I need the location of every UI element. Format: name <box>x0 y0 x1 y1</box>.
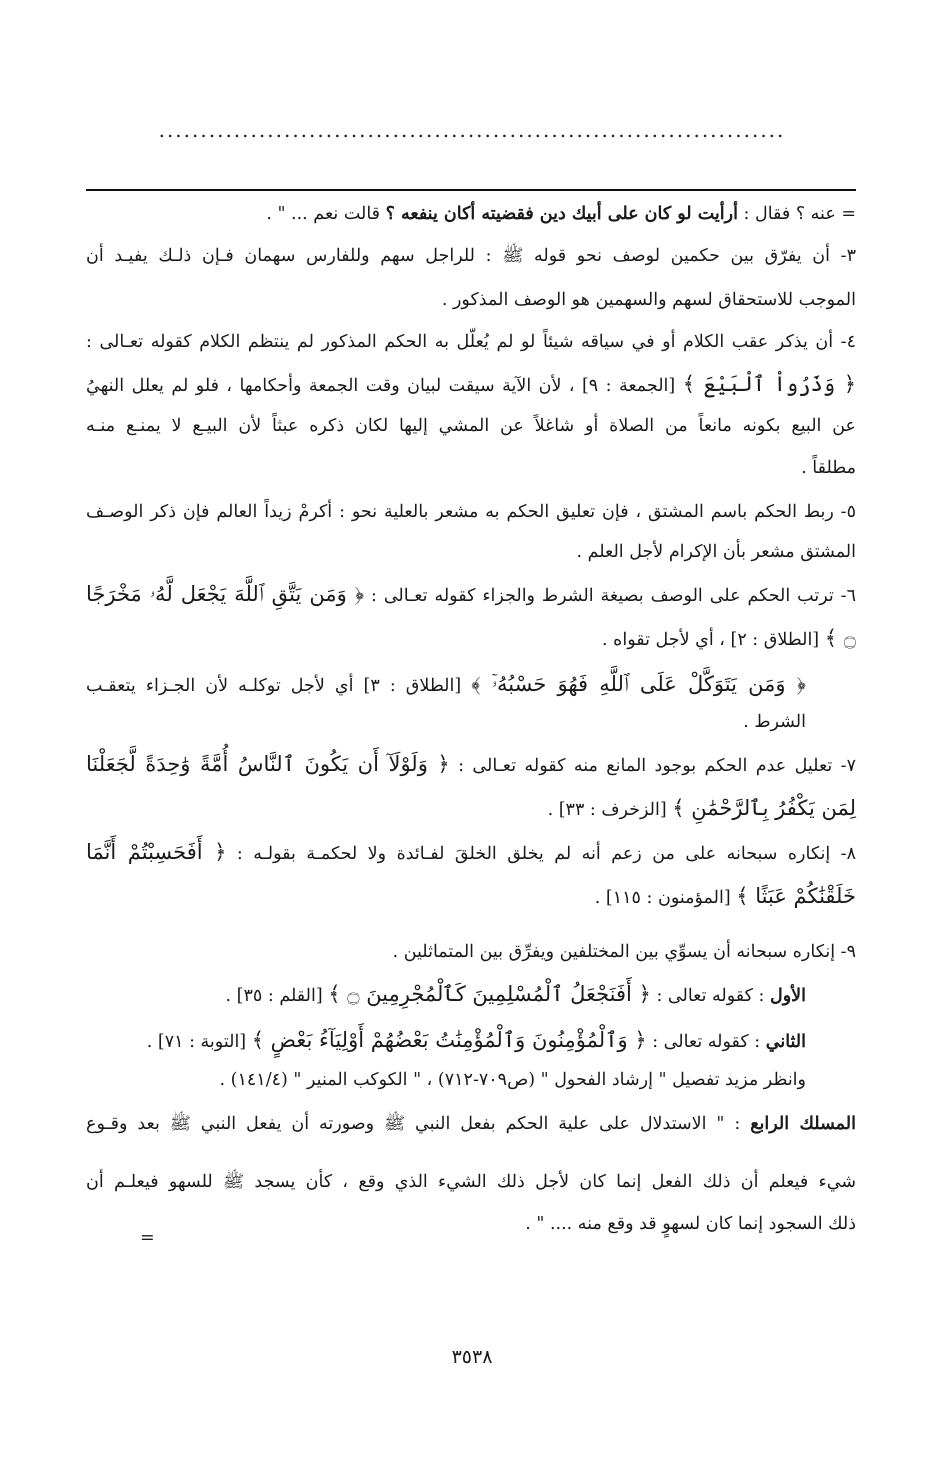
continuation-mark: = <box>140 1228 155 1248</box>
text-run: : كقوله تعالى : <box>650 986 770 1006</box>
text-run: الموجب للاستحقاق لسهم والسهمين هو الوصف المذكور . <box>441 290 856 310</box>
text-line <box>86 624 856 654</box>
text-run: ٦- ترتب الحكم على الوصف بصيغة الشرط والجزاء كقوله تعـالى : <box>364 586 856 606</box>
text-line <box>86 1026 806 1056</box>
text-run: : كقوله تعالى : <box>646 1032 766 1052</box>
text-run: ٩- إنكاره سبحانه أن يسوِّي بين المختلفين ويفرِّق بين المتماثلين . <box>392 942 856 962</box>
quran-verse: ﴿ أَفَحَسِبْتُمْ أَنَّمَا <box>86 840 227 864</box>
text-line <box>86 454 856 482</box>
text-line <box>86 580 856 610</box>
text-run: ٤- أن يذكر عقب الكلام أو في سياقه شيئاً لو لم يُعلّل به الحكم المذكور لم ينتظم الكلام كقوله تعـالى : <box>86 332 856 352</box>
quran-verse: ﴿ وَٱلْمُؤْمِنُونَ وَٱلْمُؤْمِنَٰتُ بَعْضُهُمْ أَوْلِيَآءُ بَعْضٍ ﴾ <box>251 1028 647 1052</box>
text-run: [التوبة : ٧١] . <box>146 1032 252 1052</box>
bold-text: المسلك الرابع <box>750 1114 856 1134</box>
bold-text: الثاني <box>765 1032 806 1052</box>
dotted-separator: ........................................................................... <box>158 118 786 142</box>
text-run: [الطلاق : ٢] ، أي لأجل تقواه . <box>602 630 825 650</box>
text-run: ٥- ربط الحكم باسم المشتق ، فإن تعليق الحكم به مشعر بالعلية نحو : أكرمْ زيداً العالم فإن ذكر الوصـف <box>86 502 856 522</box>
text-line <box>86 286 856 314</box>
text-run: وانظر مزيد تفصيل " إرشاد الفحول " (ص٧٠٩-٧١٢) ، " الكوكب المنير " (١٤١/٤) . <box>219 1070 806 1090</box>
text-line <box>86 370 856 400</box>
text-run: الشرط . <box>743 712 806 732</box>
text-line <box>86 794 856 824</box>
text-run: [الجمعة : ٩] ، لأن الآية سيقت لبيان وقت الجمعة وأحكامها ، فلو لم يعلل النهيُ <box>86 376 683 396</box>
text-run: قالت نعم ... " . <box>266 204 386 224</box>
quran-verse: ﴿ وَذَرُواْ ٱلْبَيْعَ ﴾ <box>682 372 856 396</box>
text-run: شيء فيعلم أن ذلك الفعل إنما كان لأجل ذلك الشيء الذي وقع ، كأن يسجد ﷺ للسهو فيعلـم أن <box>86 1172 856 1192</box>
text-line <box>86 838 856 868</box>
text-run: ٧- تعليل عدم الحكم بوجود المانع منه كقوله تعـالى : <box>449 756 856 776</box>
text-run: ٨- إنكاره سبحانه على من زعم أنه لم يخلق الخلقَ لفـائدة ولا لحكمـة بقولـه : <box>226 844 856 864</box>
text-run: ٣- أن يفرّق بين حكمين لوصف نحو قوله ﷺ : للراجل سهم وللفارس سهمان فـإن ذلـك يفيـد أن <box>86 246 856 266</box>
text-line <box>86 882 856 912</box>
text-line <box>86 200 856 228</box>
text-line <box>86 328 856 356</box>
text-line <box>86 538 856 566</box>
text-line <box>86 1110 856 1138</box>
text-line <box>86 938 856 966</box>
bold-text: الأول <box>769 986 806 1006</box>
footnote-rule <box>86 189 856 191</box>
quran-verse: ﴿ وَمَن يَتَوَكَّلْ عَلَى ٱللَّهِ فَهُوَ حَسْبُهُۥٓ ﴾ <box>471 672 806 696</box>
text-line <box>86 1066 806 1094</box>
bold-text: أرأيت لو كان على أبيك دين فقضيته أكان ينفعه ؟ <box>385 204 738 224</box>
text-run: : " الاستدلال على علية الحكم بفعل النبي ﷺ وصورته أن يفعل النبي ﷺ بعد وقـوع <box>86 1114 751 1134</box>
quran-verse: ۝ ﴾ <box>824 626 856 650</box>
text-line <box>86 1210 856 1238</box>
text-line <box>86 498 856 526</box>
quran-verse: ﴿ وَمَن يَتَّقِ ٱللَّهَ يَجْعَل لَّهُۥ مَخْرَجًا <box>86 582 365 606</box>
text-run: [المؤمنون : ١١٥] . <box>594 888 737 908</box>
text-run: [القلم : ٣٥] . <box>225 986 329 1006</box>
text-line <box>86 750 856 780</box>
quran-verse: خَلَقْنَٰكُمْ عَبَثًا ﴾ <box>736 884 856 908</box>
text-run: [الطلاق : ٣] أي لأجل توكلـه لأن الجـزاء يتعقـب <box>86 676 472 696</box>
page-number: ٣٥٣٨ <box>451 1346 493 1368</box>
text-run: ذلك السجود إنما كان لسهوٍ قد وقع منه .... " . <box>525 1214 856 1234</box>
quran-verse: لِمَن يَكْفُرُ بِٱلرَّحْمَٰنِ ﴾ <box>672 796 856 820</box>
text-line <box>86 242 856 270</box>
text-line <box>86 980 806 1010</box>
quran-verse: ﴿ وَلَوْلَآ أَن يَكُونَ ٱلنَّاسُ أُمَّةً وَٰحِدَةً لَّجَعَلْنَا <box>86 752 450 776</box>
quran-verse: ﴿ أَفَنَجْعَلُ ٱلْمُسْلِمِينَ كَٱلْمُجْرِمِينَ ۝ ﴾ <box>328 982 651 1006</box>
text-line <box>86 670 806 700</box>
text-run: عن البيع بكونه مانعاً من الصلاة أو شاغلاً عن المشي إليها لكان ذكره عبثاً لأن البيـع لا يمنـع منـه <box>86 416 856 436</box>
text-line <box>86 1168 856 1196</box>
text-run: = عنه ؟ فقال : <box>737 204 856 224</box>
text-line <box>86 412 856 440</box>
text-run: مطلقاً . <box>801 458 856 478</box>
text-run: المشتق مشعر بأن الإكرام لأجل العلم . <box>576 542 856 562</box>
text-line <box>86 708 806 736</box>
text-run: [الزخرف : ٣٣] . <box>547 800 673 820</box>
